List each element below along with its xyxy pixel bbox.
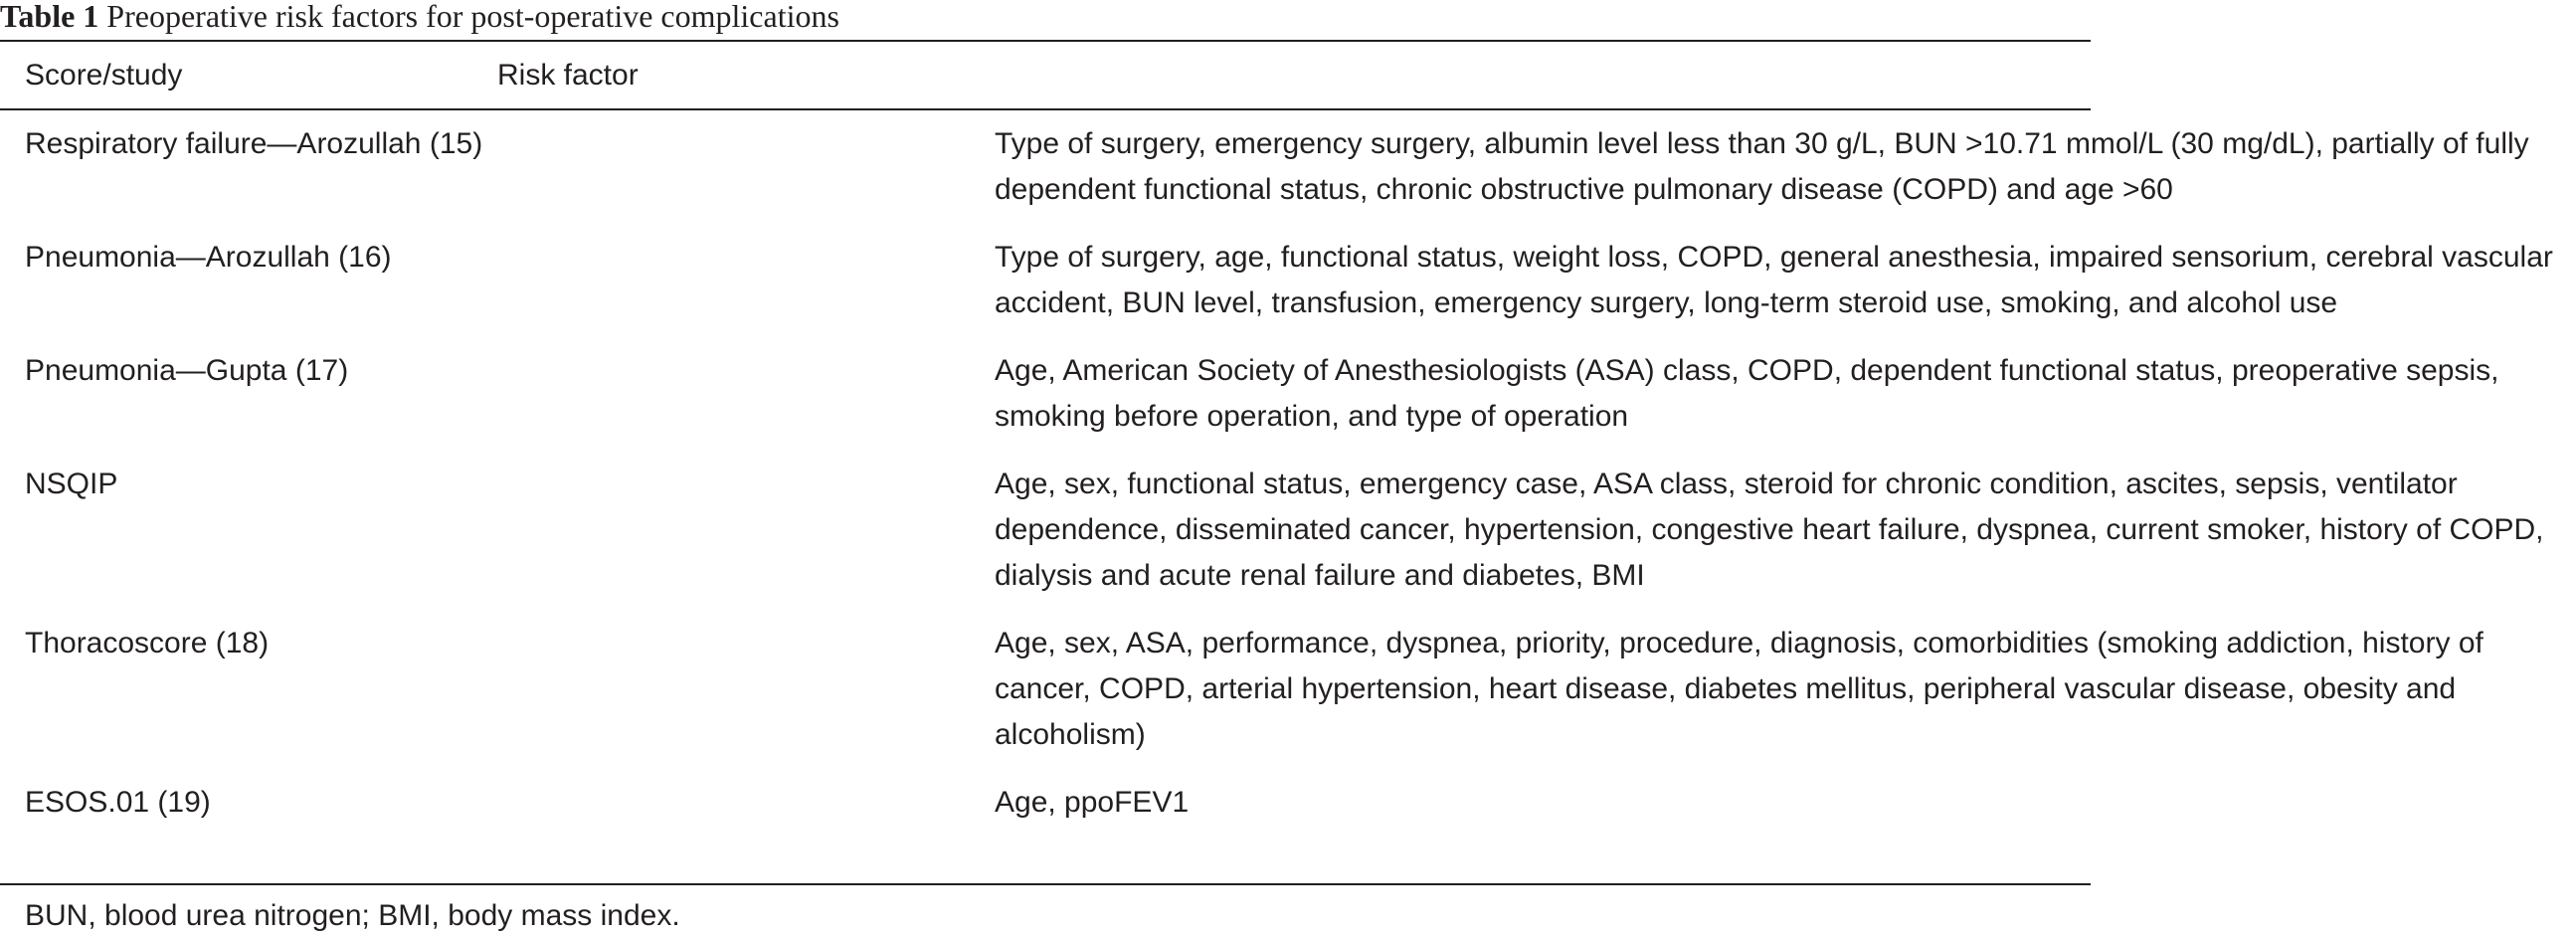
table-row [0,780,2091,826]
study-cell: NSQIP [25,468,118,500]
study-cell: Thoracoscore (18) [25,627,270,659]
header-risk-factor: Risk factor [497,59,639,92]
risk-factor-cell: Age, ppoFEV1 [995,786,1190,819]
risk-factor-cell: Age, sex, functional status, emergency case, ASA class, steroid for chronic condition, ascites, sepsis, ventilator dependence, disseminated cancer, hypertension, congestive heart failure, dyspnea, current smoker, history of COPD, dialysis and acute renal failure and diabetes, BMI [995,468,2544,592]
table-row [0,235,2553,326]
header-rule [0,108,2091,110]
study-cell: Pneumonia—Arozullah (16) [25,241,392,274]
study-cell: Respiratory failure—Arozullah (15) [25,127,483,160]
table-row [0,462,2544,599]
table-row [0,621,2484,758]
risk-factor-cell: Type of surgery, age, functional status, weight loss, COPD, general anesthesia, impaired sensorium, cerebral vascular accident, BUN level, transfusion, emergency surgery, long-term steroid use, smoking, and alcohol use [995,241,2553,319]
table-caption-label: Table 1 [0,0,99,34]
risk-factor-cell: Age, American Society of Anesthesiologists (ASA) class, COPD, dependent functional status, preoperative sepsis, smoking before operation, and type of operation [995,354,2499,433]
table-header-row [0,53,2091,98]
bottom-rule [0,883,2091,885]
table-body [0,121,2553,847]
table-caption-text: Preoperative risk factors for post-operative complications [106,0,839,34]
table-row [0,348,2499,440]
study-cell: ESOS.01 (19) [25,786,211,819]
table-caption [0,0,839,40]
top-rule [0,40,2091,42]
study-cell: Pneumonia—Gupta (17) [25,354,349,387]
header-score-study: Score/study [25,59,183,92]
risk-factor-cell: Age, sex, ASA, performance, dyspnea, priority, procedure, diagnosis, comorbidities (smoking addiction, history of cancer, COPD, arterial hypertension, heart disease, diabetes mellitus, peripheral vascular disease, obesity and alcoholism) [995,627,2484,751]
table-row [0,121,2529,213]
risk-factor-cell: Type of surgery, emergency surgery, albumin level less than 30 g/L, BUN >10.71 mmol/L (30 mg/dL), partially of fully dependent functional status, chronic obstructive pulmonary disease (COPD) and age >60 [995,127,2529,206]
table-footnote: BUN, blood urea nitrogen; BMI, body mass index. [25,899,680,932]
